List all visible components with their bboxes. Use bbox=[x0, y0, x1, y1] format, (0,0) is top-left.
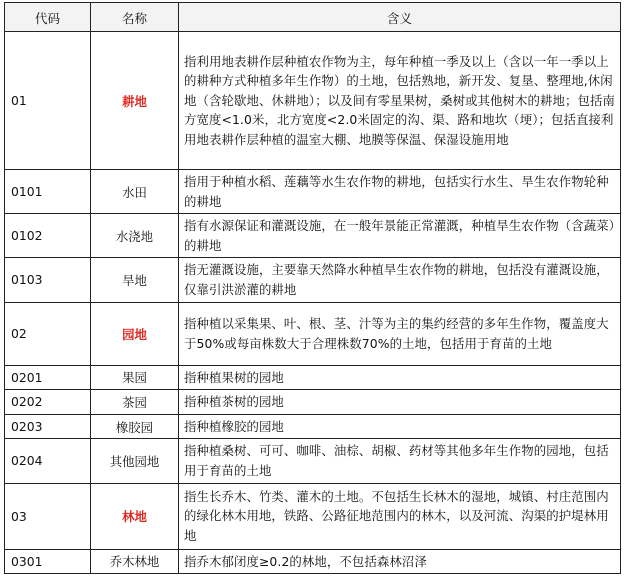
row-name: 茶园 bbox=[91, 390, 179, 415]
land-classification-table bbox=[4, 2, 621, 574]
row-name: 林地 bbox=[91, 483, 179, 549]
row-code: 0101 bbox=[5, 170, 91, 214]
row-code: 0204 bbox=[5, 439, 91, 483]
row-meaning: 指利用地表耕作层种植农作物为主，每年种植一季及以上（含以一年一季以上的耕种方式种植多年生作物）的土地，包括熟地，新开发、复垦、整理地,休闲地（含轮歇地、休耕地）；以及间有零星果树，桑树或其他树木的耕地；包括南方宽度<1.0米，北方宽度<2.0米固定的沟、渠、路和地坎（埂）；包括直接利用地表耕作层种植的温室大棚、地膜等保温、保湿设施用地 bbox=[179, 32, 621, 170]
row-meaning: 指种植果树的园地 bbox=[179, 365, 621, 390]
row-meaning: 指种植以采集果、叶、根、茎、汁等为主的集约经营的多年生作物，覆盖度大于50%或每亩株数大于合理株数70%的土地，包括用于育苗的土地 bbox=[179, 302, 621, 365]
table-row bbox=[5, 32, 621, 170]
row-name: 园地 bbox=[91, 302, 179, 365]
table-row bbox=[5, 414, 621, 439]
row-meaning: 指种植茶树的园地 bbox=[179, 390, 621, 415]
table-row bbox=[5, 483, 621, 549]
row-name: 其他园地 bbox=[91, 439, 179, 483]
row-name: 耕地 bbox=[91, 32, 179, 170]
table-row bbox=[5, 549, 621, 574]
row-name: 水田 bbox=[91, 170, 179, 214]
table-row bbox=[5, 214, 621, 258]
row-name: 乔木林地 bbox=[91, 549, 179, 574]
row-meaning: 指无灌溉设施，主要靠天然降水种植旱生农作物的耕地，包括没有灌溉设施，仅靠引洪淤灌的耕地 bbox=[179, 258, 621, 302]
row-code: 01 bbox=[5, 32, 91, 170]
table-row bbox=[5, 258, 621, 302]
table-row bbox=[5, 170, 621, 214]
table-row bbox=[5, 302, 621, 365]
row-meaning: 指种植桑树、可可、咖啡、油棕、胡椒、药材等其他多年生作物的园地，包括用于育苗的土地 bbox=[179, 439, 621, 483]
row-code: 0203 bbox=[5, 414, 91, 439]
row-code: 0102 bbox=[5, 214, 91, 258]
land-classification-table-container bbox=[4, 2, 620, 574]
table-row bbox=[5, 365, 621, 390]
row-code: 0301 bbox=[5, 549, 91, 574]
table-header-row bbox=[5, 3, 621, 32]
row-meaning: 指有水源保证和灌溉设施，在一般年景能正常灌溉，种植旱生农作物（含蔬菜）的耕地 bbox=[179, 214, 621, 258]
row-name: 果园 bbox=[91, 365, 179, 390]
header-meaning: 含义 bbox=[179, 3, 621, 32]
table-row bbox=[5, 439, 621, 483]
row-meaning: 指用于种植水稻、莲藕等水生农作物的耕地，包括实行水生、旱生农作物轮种的耕地 bbox=[179, 170, 621, 214]
header-name: 名称 bbox=[91, 3, 179, 32]
table-row bbox=[5, 390, 621, 415]
row-meaning: 指种植橡胶的园地 bbox=[179, 414, 621, 439]
row-code: 0103 bbox=[5, 258, 91, 302]
row-code: 0201 bbox=[5, 365, 91, 390]
row-name: 旱地 bbox=[91, 258, 179, 302]
row-name: 橡胶园 bbox=[91, 414, 179, 439]
row-code: 0202 bbox=[5, 390, 91, 415]
row-meaning: 指乔木郁闭度≥0.2的林地，不包括森林沼泽 bbox=[179, 549, 621, 574]
row-code: 02 bbox=[5, 302, 91, 365]
row-code: 03 bbox=[5, 483, 91, 549]
row-name: 水浇地 bbox=[91, 214, 179, 258]
header-code: 代码 bbox=[5, 3, 91, 32]
row-meaning: 指生长乔木、竹类、灌木的土地。不包括生长林木的湿地，城镇、村庄范围内的绿化林木用地，铁路、公路征地范围内的林木，以及河流、沟渠的护堤林用地 bbox=[179, 483, 621, 549]
